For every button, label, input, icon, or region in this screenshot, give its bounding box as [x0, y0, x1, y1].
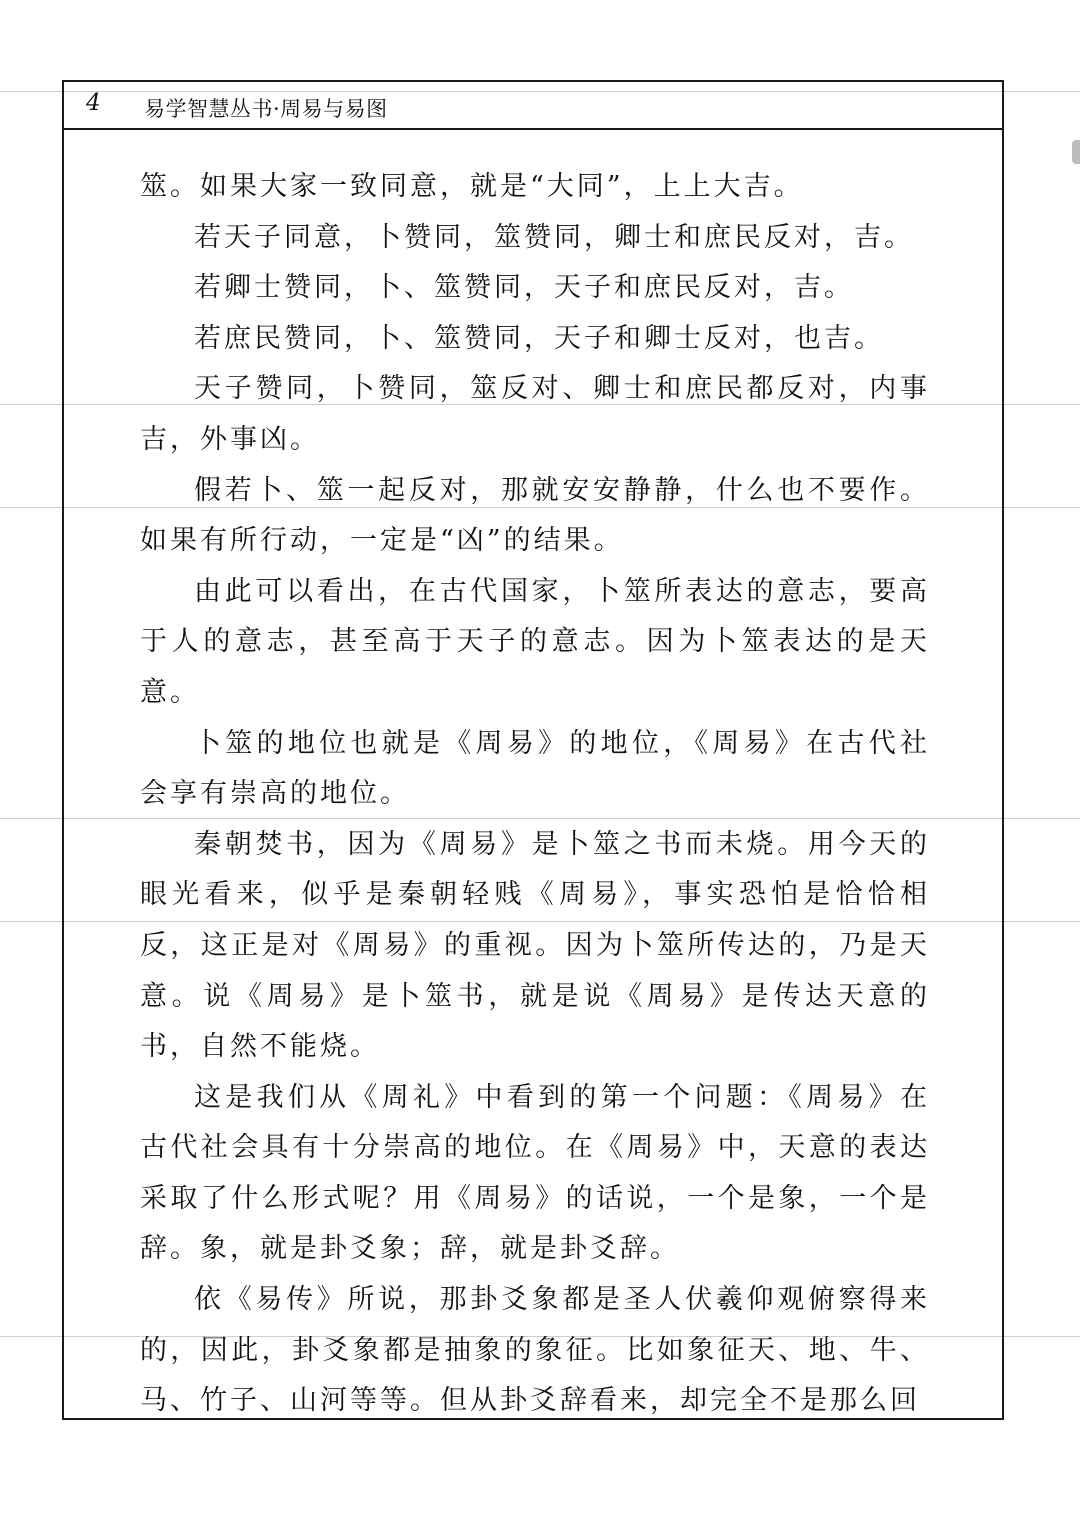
paragraph: 若庶民赞同，卜、筮赞同，天子和卿士反对，也吉。 [194, 322, 884, 354]
body-text [140, 162, 930, 1427]
paragraph: 卜筮的地位也就是《周易》的地位，《周易》在古代社会享有崇高的地位。 [140, 727, 930, 810]
paragraph: 若卿士赞同，卜、筮赞同，天子和庶民反对，吉。 [194, 272, 854, 304]
page-number: 4 [86, 90, 101, 116]
paragraph: 若天子同意，卜赞同，筮赞同，卿士和庶民反对，吉。 [194, 221, 914, 253]
paragraph: 天子赞同，卜赞同，筮反对、卿士和庶民都反对，内事吉，外事凶。 [140, 373, 930, 455]
paragraph: 假若卜、筮一起反对，那就安安静静，什么也不要作。如果有所行动，一定是“凶”的结果。 [140, 474, 930, 557]
book-title: 易学智慧丛书·周易与易图 [144, 97, 388, 121]
paragraph: 秦朝焚书，因为《周易》是卜筮之书而未烧。用今天的眼光看来，似乎是秦朝轻贱《周易》，事实恐怕是恰恰相反，这正是对《周易》的重视。因为卜筮所传达的，乃是天意。说《周易》是卜筮书，就是说《周易》是传达天意的书，自然不能烧。 [140, 828, 930, 1063]
book-page [62, 80, 1004, 1420]
running-header [64, 82, 1002, 130]
paragraph: 由此可以看出，在古代国家，卜筮所表达的意志，要高于人的意志，甚至高于天子的意志。因为卜筮表达的是天意。 [140, 575, 930, 708]
paragraph: 筮。如果大家一致同意，就是“大同”，上上大吉。 [140, 171, 804, 202]
paragraph: 依《易传》所说，那卦爻象都是圣人伏羲仰观俯察得来的，因此，卦爻象都是抽象的象征。比如象征天、地、牛、马、竹子、山河等等。但从卦爻辞看来，却完全不是那么回 [140, 1284, 930, 1417]
paragraph: 这是我们从《周礼》中看到的第一个问题：《周易》在古代社会具有十分崇高的地位。在《周易》中，天意的表达采取了什么形式呢？用《周易》的话说，一个是象，一个是辞。象，就是卦爻象；辞，就是卦爻辞。 [140, 1081, 930, 1265]
scrollbar-thumb[interactable] [1072, 140, 1080, 164]
